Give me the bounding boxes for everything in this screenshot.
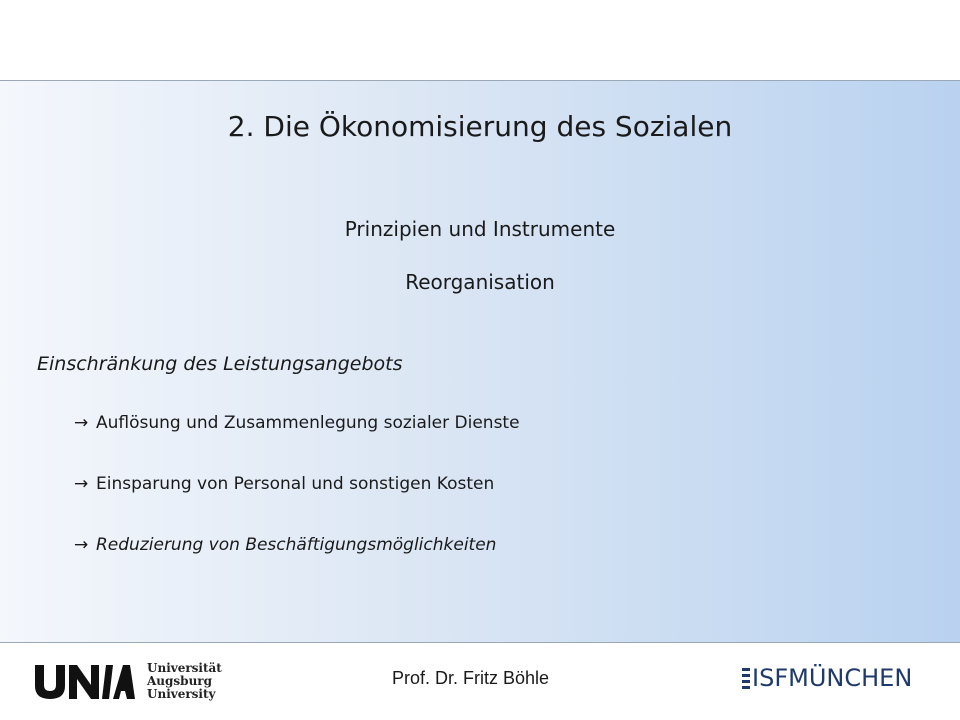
uni-logo-line: University xyxy=(147,686,216,701)
slide-title: 2. Die Ökonomisierung des Sozialen xyxy=(227,110,733,143)
bullet-item xyxy=(74,535,496,555)
arrow-icon: → xyxy=(74,474,89,494)
section-heading: Einschränkung des Leistungsangebots xyxy=(37,353,403,375)
subtitle-reorganisation: Reorganisation xyxy=(405,270,555,294)
author-name: Prof. Dr. Fritz Böhle xyxy=(392,668,550,688)
arrow-icon: → xyxy=(74,535,89,555)
bullet-text: Reduzierung von Beschäftigungsmöglichkeiten xyxy=(96,535,497,555)
bullet-item xyxy=(74,413,520,433)
subtitle-principles: Prinzipien und Instrumente xyxy=(344,217,616,241)
isf-muenchen-logo xyxy=(742,664,912,692)
isf-logo-text: ISFMÜNCHEN xyxy=(752,664,913,692)
bullet-item xyxy=(74,474,494,494)
bullet-text: Auflösung und Zusammenlegung sozialer Dienste xyxy=(96,413,520,433)
arrow-icon: → xyxy=(74,413,89,433)
uni-logo-mark-icon xyxy=(35,663,135,699)
uni-logo-text xyxy=(147,662,222,701)
university-augsburg-logo xyxy=(35,660,222,702)
uni-logo-line: Augsburg xyxy=(147,673,213,688)
bullet-text: Einsparung von Personal und sonstigen Kosten xyxy=(96,474,495,494)
uni-logo-line: Universität xyxy=(147,660,222,675)
isf-stripes-icon xyxy=(742,666,750,690)
